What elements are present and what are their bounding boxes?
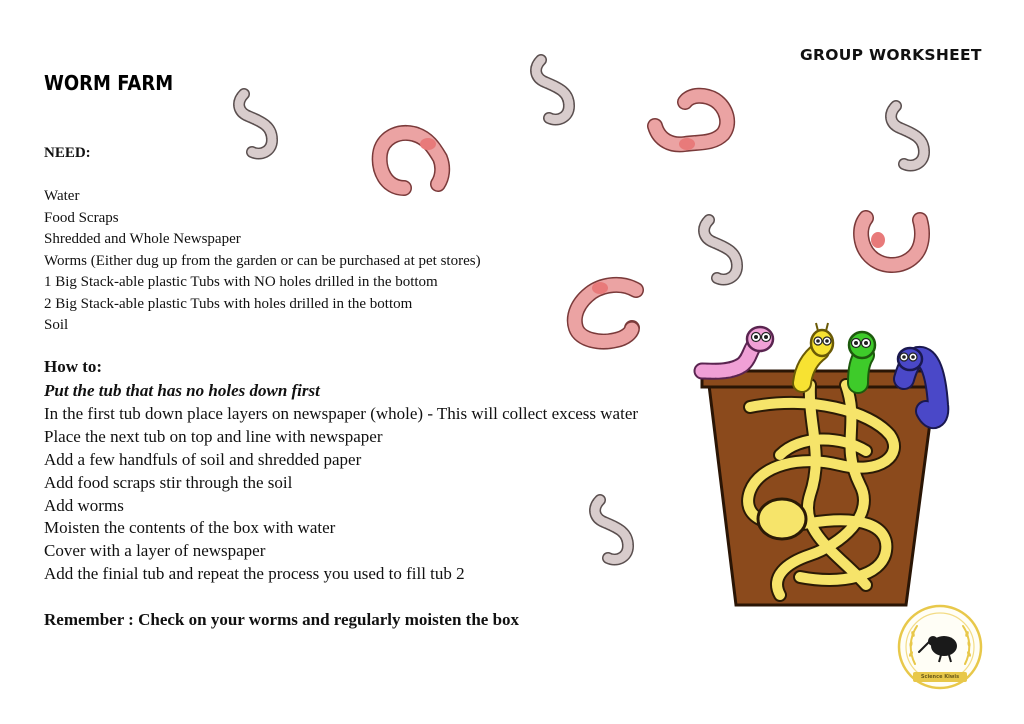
need-item: 2 Big Stack-able plastic Tubs with holes drilled in the bottom	[44, 295, 413, 312]
logo-caption: Science Kiwis	[920, 674, 960, 680]
worm-pot-illustration	[690, 315, 950, 610]
howto-step: Add worms	[44, 495, 124, 515]
need-list	[44, 186, 481, 337]
pink-worm-icon	[560, 272, 652, 356]
reminder-text: Remember : Check on your worms and regularly moisten the box	[44, 610, 520, 629]
howto-step: Cover with a layer of newspaper	[44, 541, 266, 561]
howto-first-step: Put the tub that has no holes down first	[44, 381, 320, 400]
howto-steps	[44, 403, 638, 586]
need-item: Worms (Either dug up from the garden or can be purchased at pet stores)	[44, 252, 481, 269]
need-item: Shredded and Whole Newspaper	[44, 231, 241, 247]
grey-worm-icon	[693, 212, 755, 290]
pink-worm-icon	[848, 198, 940, 282]
grey-worm-icon	[525, 52, 587, 130]
need-heading: NEED:	[44, 145, 91, 161]
howto-step: Place the next tub on top and line with newspaper	[44, 426, 383, 446]
howto-step: Add food scraps stir through the soil	[44, 472, 293, 492]
need-item: Soil	[44, 317, 69, 333]
howto-step: Moisten the contents of the box with water	[44, 518, 336, 538]
howto-step: In the first tub down place layers on newspaper (whole) - This will collect excess water	[44, 404, 639, 423]
grey-worm-icon	[880, 98, 942, 176]
pink-worm-icon	[645, 82, 737, 166]
grey-worm-icon	[228, 86, 290, 164]
howto-heading: How to:	[44, 357, 103, 376]
grey-worm-icon	[584, 492, 646, 570]
pink-worm-icon	[368, 118, 460, 202]
howto-step: Add a few handfuls of soil and shredded paper	[44, 449, 362, 469]
page-title: WORM FARM	[44, 71, 174, 95]
need-item: 1 Big Stack-able plastic Tubs with NO holes drilled in the bottom	[44, 274, 438, 290]
group-worksheet-label: GROUP WORKSHEET	[800, 46, 982, 64]
need-item: Water	[44, 188, 80, 204]
need-item: Food Scraps	[44, 209, 119, 226]
howto-step: Add the finial tub and repeat the process you used to fill tub 2	[44, 564, 465, 584]
